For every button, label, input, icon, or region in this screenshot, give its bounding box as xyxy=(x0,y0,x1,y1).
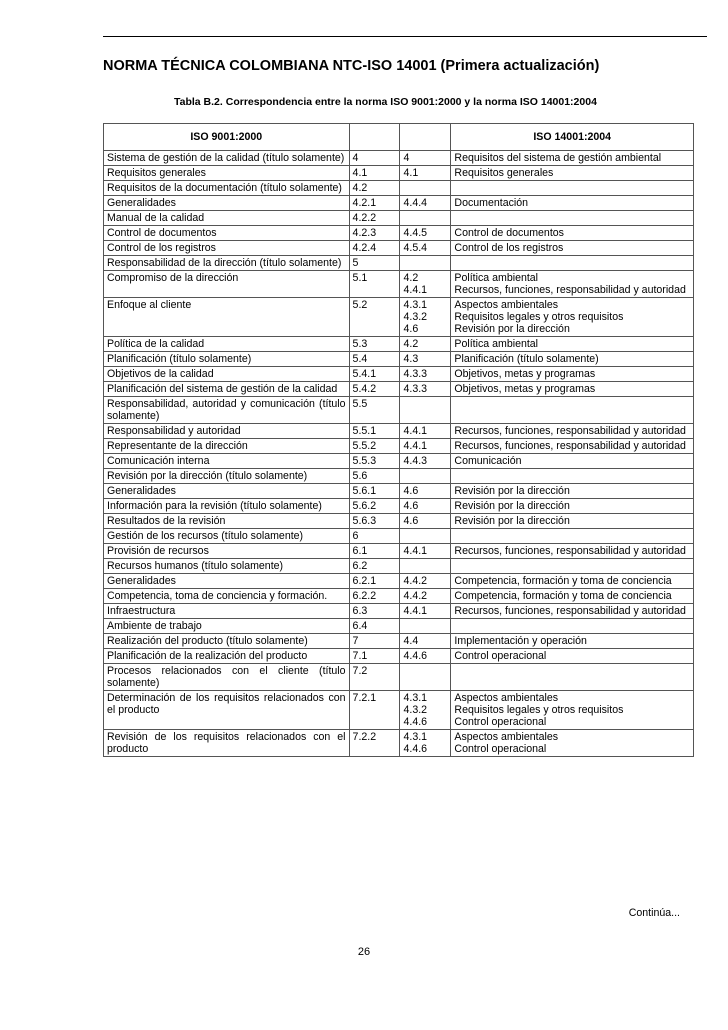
cell-iso14001-clause: Revisión por la dirección xyxy=(451,499,694,514)
table-row xyxy=(104,619,694,634)
cell-iso14001-number: 4.6 xyxy=(400,514,451,529)
cell-iso9001-number: 5.6.2 xyxy=(349,499,400,514)
cell-iso9001-clause: Revisión por la dirección (título solamente) xyxy=(104,469,350,484)
cell-iso9001-number: 7.2.1 xyxy=(349,691,400,730)
table-row xyxy=(104,298,694,337)
cell-iso9001-clause: Generalidades xyxy=(104,484,350,499)
cell-iso14001-clause: Aspectos ambientales Requisitos legales y otros requisitos Revisión por la dirección xyxy=(451,298,694,337)
cell-iso9001-number: 5.4 xyxy=(349,352,400,367)
cell-iso14001-number: 4.4.2 xyxy=(400,589,451,604)
header-iso9001: ISO 9001:2000 xyxy=(104,124,350,151)
cell-iso14001-number: 4.6 xyxy=(400,484,451,499)
cell-iso14001-number: 4.4.1 xyxy=(400,604,451,619)
cell-iso9001-number: 5.6.1 xyxy=(349,484,400,499)
table-caption: Tabla B.2. Correspondencia entre la norma ISO 9001:2000 y la norma ISO 14001:2004 xyxy=(174,96,597,108)
cell-iso9001-clause: Objetivos de la calidad xyxy=(104,367,350,382)
cell-iso14001-number: 4.6 xyxy=(400,499,451,514)
cell-iso9001-number: 4.2.1 xyxy=(349,196,400,211)
cell-iso9001-clause: Requisitos de la documentación (título solamente) xyxy=(104,181,350,196)
table-row xyxy=(104,382,694,397)
cell-iso9001-clause: Infraestructura xyxy=(104,604,350,619)
cell-iso14001-clause: Implementación y operación xyxy=(451,634,694,649)
table-row xyxy=(104,439,694,454)
cell-iso9001-clause: Control de documentos xyxy=(104,226,350,241)
cell-iso14001-number: 4.3.1 4.4.6 xyxy=(400,730,451,757)
table-body xyxy=(104,151,694,757)
cell-iso9001-clause: Resultados de la revisión xyxy=(104,514,350,529)
cell-iso9001-number: 7.2 xyxy=(349,664,400,691)
cell-iso9001-clause: Gestión de los recursos (título solamente) xyxy=(104,529,350,544)
cell-iso14001-clause xyxy=(451,559,694,574)
cell-iso14001-clause: Competencia, formación y toma de conciencia xyxy=(451,574,694,589)
table-row xyxy=(104,337,694,352)
cell-iso14001-clause xyxy=(451,256,694,271)
cell-iso9001-number: 4 xyxy=(349,151,400,166)
cell-iso14001-number: 4.4.5 xyxy=(400,226,451,241)
cell-iso14001-clause xyxy=(451,181,694,196)
table-row xyxy=(104,574,694,589)
continues-note: Continúa... xyxy=(628,907,680,919)
table-row xyxy=(104,499,694,514)
cell-iso9001-clause: Competencia, toma de conciencia y formación. xyxy=(104,589,350,604)
cell-iso9001-clause: Procesos relacionados con el cliente (título solamente) xyxy=(104,664,350,691)
table-row xyxy=(104,469,694,484)
table-row xyxy=(104,454,694,469)
table-row xyxy=(104,664,694,691)
cell-iso14001-clause: Planificación (título solamente) xyxy=(451,352,694,367)
cell-iso14001-number: 4.4.6 xyxy=(400,649,451,664)
cell-iso14001-number xyxy=(400,619,451,634)
header-iso14001: ISO 14001:2004 xyxy=(451,124,694,151)
cell-iso14001-number: 4.4.4 xyxy=(400,196,451,211)
cell-iso14001-clause: Revisión por la dirección xyxy=(451,484,694,499)
cell-iso9001-number: 5 xyxy=(349,256,400,271)
cell-iso9001-clause: Control de los registros xyxy=(104,241,350,256)
cell-iso9001-number: 5.5 xyxy=(349,397,400,424)
cell-iso9001-clause: Determinación de los requisitos relacionados con el producto xyxy=(104,691,350,730)
cell-iso14001-number: 4.5.4 xyxy=(400,241,451,256)
table-row xyxy=(104,730,694,757)
cell-iso14001-number: 4.3.3 xyxy=(400,382,451,397)
cell-iso9001-clause: Responsabilidad de la dirección (título solamente) xyxy=(104,256,350,271)
table-row xyxy=(104,181,694,196)
cell-iso9001-number: 4.2.2 xyxy=(349,211,400,226)
cell-iso9001-number: 5.4.2 xyxy=(349,382,400,397)
cell-iso14001-number xyxy=(400,256,451,271)
cell-iso14001-number: 4.4.2 xyxy=(400,574,451,589)
cell-iso9001-clause: Revisión de los requisitos relacionados con el producto xyxy=(104,730,350,757)
cell-iso9001-number: 7.1 xyxy=(349,649,400,664)
cell-iso9001-clause: Generalidades xyxy=(104,574,350,589)
cell-iso14001-number: 4.1 xyxy=(400,166,451,181)
cell-iso9001-clause: Ambiente de trabajo xyxy=(104,619,350,634)
cell-iso9001-number: 5.4.1 xyxy=(349,367,400,382)
table-row xyxy=(104,166,694,181)
table-row xyxy=(104,691,694,730)
cell-iso14001-clause: Recursos, funciones, responsabilidad y autoridad xyxy=(451,424,694,439)
table-row xyxy=(104,424,694,439)
cell-iso9001-clause: Política de la calidad xyxy=(104,337,350,352)
cell-iso9001-clause: Sistema de gestión de la calidad (título solamente) xyxy=(104,151,350,166)
cell-iso14001-clause: Objetivos, metas y programas xyxy=(451,382,694,397)
cell-iso14001-clause: Requisitos del sistema de gestión ambiental xyxy=(451,151,694,166)
table-row xyxy=(104,241,694,256)
cell-iso9001-clause: Enfoque al cliente xyxy=(104,298,350,337)
cell-iso14001-clause xyxy=(451,529,694,544)
cell-iso14001-number: 4.3 xyxy=(400,352,451,367)
table-row xyxy=(104,484,694,499)
cell-iso14001-number: 4.4.1 xyxy=(400,424,451,439)
cell-iso14001-clause xyxy=(451,664,694,691)
cell-iso14001-number xyxy=(400,529,451,544)
cell-iso14001-clause: Aspectos ambientales Requisitos legales y otros requisitos Control operacional xyxy=(451,691,694,730)
cell-iso14001-clause: Recursos, funciones, responsabilidad y autoridad xyxy=(451,604,694,619)
table-header-row xyxy=(104,124,694,151)
cell-iso9001-clause: Representante de la dirección xyxy=(104,439,350,454)
table-row xyxy=(104,352,694,367)
cell-iso14001-clause: Control de documentos xyxy=(451,226,694,241)
table-row xyxy=(104,604,694,619)
cell-iso9001-number: 6.2.1 xyxy=(349,574,400,589)
cell-iso14001-clause: Competencia, formación y toma de conciencia xyxy=(451,589,694,604)
cell-iso9001-clause: Responsabilidad, autoridad y comunicación (título solamente) xyxy=(104,397,350,424)
cell-iso9001-number: 6.3 xyxy=(349,604,400,619)
cell-iso9001-number: 4.2 xyxy=(349,181,400,196)
cell-iso14001-number xyxy=(400,559,451,574)
cell-iso14001-clause: Política ambiental Recursos, funciones, responsabilidad y autoridad xyxy=(451,271,694,298)
cell-iso9001-number: 7.2.2 xyxy=(349,730,400,757)
correspondence-table xyxy=(103,123,694,757)
cell-iso9001-clause: Comunicación interna xyxy=(104,454,350,469)
page-number: 26 xyxy=(357,946,371,958)
cell-iso9001-clause: Provisión de recursos xyxy=(104,544,350,559)
table-row xyxy=(104,529,694,544)
cell-iso14001-clause xyxy=(451,619,694,634)
cell-iso14001-number: 4.4.3 xyxy=(400,454,451,469)
table-row xyxy=(104,151,694,166)
cell-iso14001-number xyxy=(400,211,451,226)
cell-iso14001-clause: Objetivos, metas y programas xyxy=(451,367,694,382)
cell-iso14001-number: 4.4 xyxy=(400,634,451,649)
cell-iso14001-number: 4.4.1 xyxy=(400,439,451,454)
header-rule xyxy=(103,36,707,37)
cell-iso9001-number: 5.1 xyxy=(349,271,400,298)
cell-iso14001-clause: Aspectos ambientales Control operacional xyxy=(451,730,694,757)
cell-iso9001-clause: Recursos humanos (título solamente) xyxy=(104,559,350,574)
cell-iso9001-number: 5.2 xyxy=(349,298,400,337)
table-row xyxy=(104,256,694,271)
cell-iso9001-number: 5.3 xyxy=(349,337,400,352)
cell-iso14001-clause: Revisión por la dirección xyxy=(451,514,694,529)
header-blank-1 xyxy=(349,124,400,151)
cell-iso9001-number: 5.5.2 xyxy=(349,439,400,454)
cell-iso9001-number: 5.5.1 xyxy=(349,424,400,439)
cell-iso14001-number: 4.2 xyxy=(400,337,451,352)
cell-iso9001-number: 6.2.2 xyxy=(349,589,400,604)
cell-iso14001-number xyxy=(400,664,451,691)
cell-iso9001-clause: Generalidades xyxy=(104,196,350,211)
cell-iso9001-number: 6.1 xyxy=(349,544,400,559)
cell-iso9001-clause: Planificación de la realización del producto xyxy=(104,649,350,664)
cell-iso14001-clause xyxy=(451,211,694,226)
cell-iso14001-clause xyxy=(451,397,694,424)
cell-iso9001-clause: Planificación del sistema de gestión de la calidad xyxy=(104,382,350,397)
cell-iso9001-number: 4.2.3 xyxy=(349,226,400,241)
table-row xyxy=(104,271,694,298)
table-row xyxy=(104,397,694,424)
cell-iso14001-number xyxy=(400,397,451,424)
cell-iso9001-number: 5.6 xyxy=(349,469,400,484)
table-row xyxy=(104,649,694,664)
cell-iso14001-number: 4.3.3 xyxy=(400,367,451,382)
cell-iso14001-clause: Recursos, funciones, responsabilidad y autoridad xyxy=(451,439,694,454)
table-row xyxy=(104,589,694,604)
cell-iso9001-clause: Responsabilidad y autoridad xyxy=(104,424,350,439)
cell-iso14001-clause: Control de los registros xyxy=(451,241,694,256)
table-row xyxy=(104,514,694,529)
cell-iso14001-number: 4.3.1 4.3.2 4.6 xyxy=(400,298,451,337)
cell-iso9001-number: 6.4 xyxy=(349,619,400,634)
cell-iso14001-clause: Control operacional xyxy=(451,649,694,664)
table-row xyxy=(104,559,694,574)
cell-iso9001-number: 4.2.4 xyxy=(349,241,400,256)
cell-iso9001-clause: Manual de la calidad xyxy=(104,211,350,226)
cell-iso14001-number xyxy=(400,181,451,196)
cell-iso14001-clause: Requisitos generales xyxy=(451,166,694,181)
cell-iso14001-clause: Comunicación xyxy=(451,454,694,469)
cell-iso14001-clause: Política ambiental xyxy=(451,337,694,352)
cell-iso9001-number: 6.2 xyxy=(349,559,400,574)
table-row xyxy=(104,211,694,226)
cell-iso14001-number: 4.4.1 xyxy=(400,544,451,559)
table-row xyxy=(104,367,694,382)
cell-iso9001-clause: Realización del producto (título solamente) xyxy=(104,634,350,649)
cell-iso14001-number: 4.2 4.4.1 xyxy=(400,271,451,298)
cell-iso9001-clause: Requisitos generales xyxy=(104,166,350,181)
table-row xyxy=(104,634,694,649)
cell-iso9001-number: 7 xyxy=(349,634,400,649)
header-blank-2 xyxy=(400,124,451,151)
cell-iso9001-clause: Compromiso de la dirección xyxy=(104,271,350,298)
cell-iso14001-number xyxy=(400,469,451,484)
cell-iso9001-number: 4.1 xyxy=(349,166,400,181)
cell-iso9001-clause: Planificación (título solamente) xyxy=(104,352,350,367)
cell-iso9001-number: 6 xyxy=(349,529,400,544)
table-row xyxy=(104,544,694,559)
document-title: NORMA TÉCNICA COLOMBIANA NTC-ISO 14001 (Primera actualización) xyxy=(103,58,600,74)
cell-iso14001-clause: Recursos, funciones, responsabilidad y autoridad xyxy=(451,544,694,559)
table-row xyxy=(104,196,694,211)
cell-iso9001-number: 5.6.3 xyxy=(349,514,400,529)
cell-iso14001-clause xyxy=(451,469,694,484)
table-row xyxy=(104,226,694,241)
cell-iso14001-number: 4.3.1 4.3.2 4.4.6 xyxy=(400,691,451,730)
cell-iso14001-number: 4 xyxy=(400,151,451,166)
cell-iso14001-clause: Documentación xyxy=(451,196,694,211)
cell-iso9001-clause: Información para la revisión (título solamente) xyxy=(104,499,350,514)
cell-iso9001-number: 5.5.3 xyxy=(349,454,400,469)
